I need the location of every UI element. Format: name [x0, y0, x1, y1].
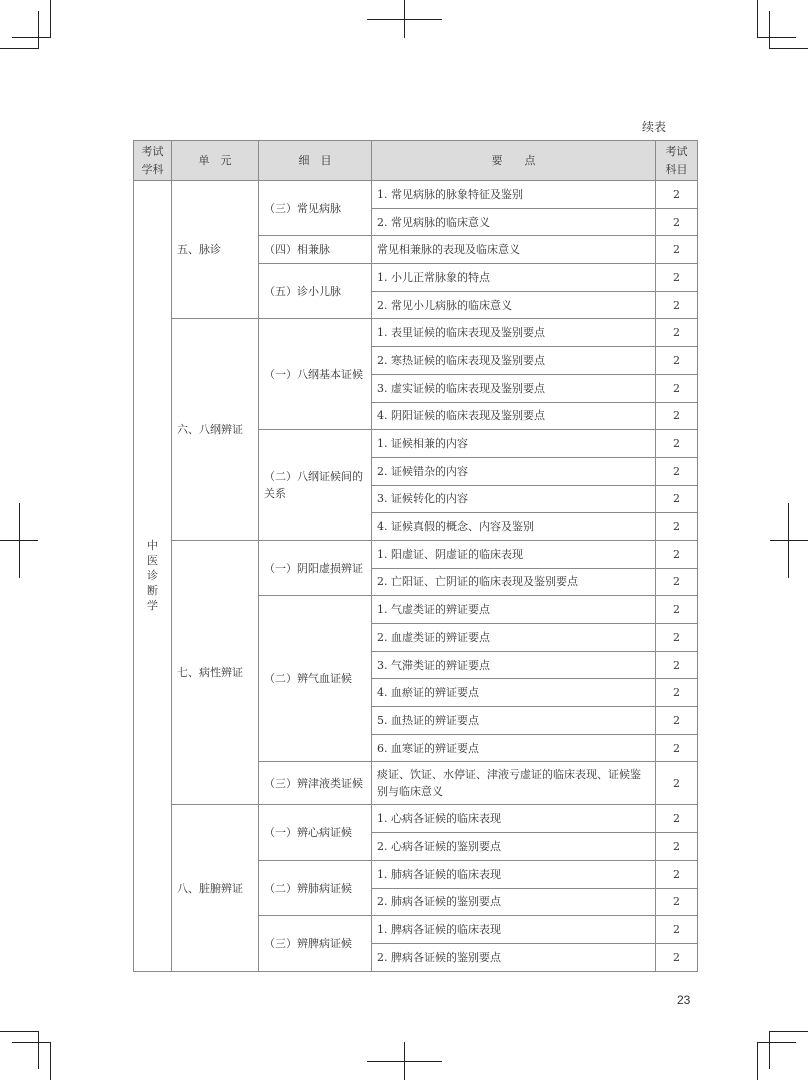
point-cell: 6. 血寒证的辨证要点 — [372, 734, 656, 762]
item-cell: （四）相兼脉 — [259, 236, 372, 264]
point-cell: 2. 亡阳证、亡阴证的临床表现及鉴别要点 — [372, 568, 656, 596]
point-cell: 1. 证候相兼的内容 — [372, 430, 656, 458]
exam-cell: 2 — [656, 264, 698, 292]
exam-cell: 2 — [656, 624, 698, 652]
point-cell: 3. 证候转化的内容 — [372, 485, 656, 513]
point-cell: 3. 气滞类证的辨证要点 — [372, 651, 656, 679]
exam-cell: 2 — [656, 374, 698, 402]
subject-label: 中医诊断学 — [147, 538, 158, 612]
exam-cell: 2 — [656, 762, 698, 805]
table-row — [134, 805, 698, 833]
page-number: 23 — [677, 993, 691, 1007]
point-cell: 4. 血瘀证的辨证要点 — [372, 679, 656, 707]
exam-cell: 2 — [656, 734, 698, 762]
exam-cell: 2 — [656, 943, 698, 971]
point-cell: 3. 虚实证候的临床表现及鉴别要点 — [372, 374, 656, 402]
exam-cell: 2 — [656, 707, 698, 735]
item-cell: （三）辨脾病证候 — [259, 916, 372, 971]
unit-cell: 六、八纲辨证 — [172, 319, 259, 541]
exam-cell: 2 — [656, 513, 698, 541]
exam-cell: 2 — [656, 596, 698, 624]
point-cell: 1. 阳虚证、阴虚证的临床表现 — [372, 540, 656, 568]
item-cell: （一）八纲基本证候 — [259, 319, 372, 430]
header-points: 要 点 — [372, 141, 656, 181]
exam-cell: 2 — [656, 208, 698, 236]
point-cell: 4. 阴阳证候的临床表现及鉴别要点 — [372, 402, 656, 430]
point-cell: 常见相兼脉的表现及临床意义 — [372, 236, 656, 264]
header-unit: 单 元 — [172, 141, 259, 181]
item-cell: （二）辨气血证候 — [259, 596, 372, 762]
point-cell: 1. 常见病脉的脉象特征及鉴别 — [372, 181, 656, 209]
exam-cell: 2 — [656, 916, 698, 944]
point-cell: 2. 肺病各证候的鉴别要点 — [372, 888, 656, 916]
point-cell: 1. 脾病各证候的临床表现 — [372, 916, 656, 944]
continued-label: 续表 — [642, 120, 667, 134]
exam-cell: 2 — [656, 181, 698, 209]
exam-cell: 2 — [656, 540, 698, 568]
point-cell: 痰证、饮证、水停证、津液亏虚证的临床表现、证候鉴别与临床意义 — [372, 762, 656, 805]
exam-cell: 2 — [656, 679, 698, 707]
point-cell: 2. 常见病脉的临床意义 — [372, 208, 656, 236]
item-cell: （五）诊小儿脉 — [259, 264, 372, 319]
point-cell: 1. 表里证候的临床表现及鉴别要点 — [372, 319, 656, 347]
point-cell: 2. 证候错杂的内容 — [372, 457, 656, 485]
header-item: 细 目 — [259, 141, 372, 181]
item-cell: （三）常见病脉 — [259, 181, 372, 236]
table-row — [134, 181, 698, 209]
header-subject: 考试学科 — [134, 141, 172, 181]
unit-cell: 七、病性辨证 — [172, 540, 259, 805]
table-row — [134, 319, 698, 347]
exam-cell: 2 — [656, 347, 698, 375]
point-cell: 5. 血热证的辨证要点 — [372, 707, 656, 735]
exam-cell: 2 — [656, 430, 698, 458]
exam-cell: 2 — [656, 805, 698, 833]
exam-cell: 2 — [656, 236, 698, 264]
syllabus-table — [133, 140, 698, 972]
subject-cell — [134, 181, 172, 972]
item-cell: （二）八纲证候间的关系 — [259, 430, 372, 541]
point-cell: 2. 心病各证候的鉴别要点 — [372, 833, 656, 861]
item-cell: （一）辨心病证候 — [259, 805, 372, 860]
point-cell: 1. 小儿正常脉象的特点 — [372, 264, 656, 292]
point-cell: 4. 证候真假的概念、内容及鉴别 — [372, 513, 656, 541]
item-cell: （二）辨肺病证候 — [259, 860, 372, 915]
unit-cell: 五、脉诊 — [172, 181, 259, 319]
point-cell: 2. 血虚类证的辨证要点 — [372, 624, 656, 652]
unit-cell: 八、脏腑辨证 — [172, 805, 259, 971]
item-cell: （三）辨津液类证候 — [259, 762, 372, 805]
exam-cell: 2 — [656, 291, 698, 319]
exam-cell: 2 — [656, 833, 698, 861]
exam-cell: 2 — [656, 485, 698, 513]
point-cell: 2. 常见小儿病脉的临床意义 — [372, 291, 656, 319]
point-cell: 2. 寒热证候的临床表现及鉴别要点 — [372, 347, 656, 375]
exam-cell: 2 — [656, 888, 698, 916]
header-exam: 考试科目 — [656, 141, 698, 181]
exam-cell: 2 — [656, 568, 698, 596]
exam-cell: 2 — [656, 402, 698, 430]
exam-cell: 2 — [656, 457, 698, 485]
exam-cell: 2 — [656, 319, 698, 347]
point-cell: 1. 心病各证候的临床表现 — [372, 805, 656, 833]
point-cell: 2. 脾病各证候的鉴别要点 — [372, 943, 656, 971]
table-row — [134, 540, 698, 568]
exam-cell: 2 — [656, 860, 698, 888]
exam-cell: 2 — [656, 651, 698, 679]
table-header-row — [134, 141, 698, 181]
point-cell: 1. 气虚类证的辨证要点 — [372, 596, 656, 624]
point-cell: 1. 肺病各证候的临床表现 — [372, 860, 656, 888]
item-cell: （一）阴阳虚损辨证 — [259, 540, 372, 595]
